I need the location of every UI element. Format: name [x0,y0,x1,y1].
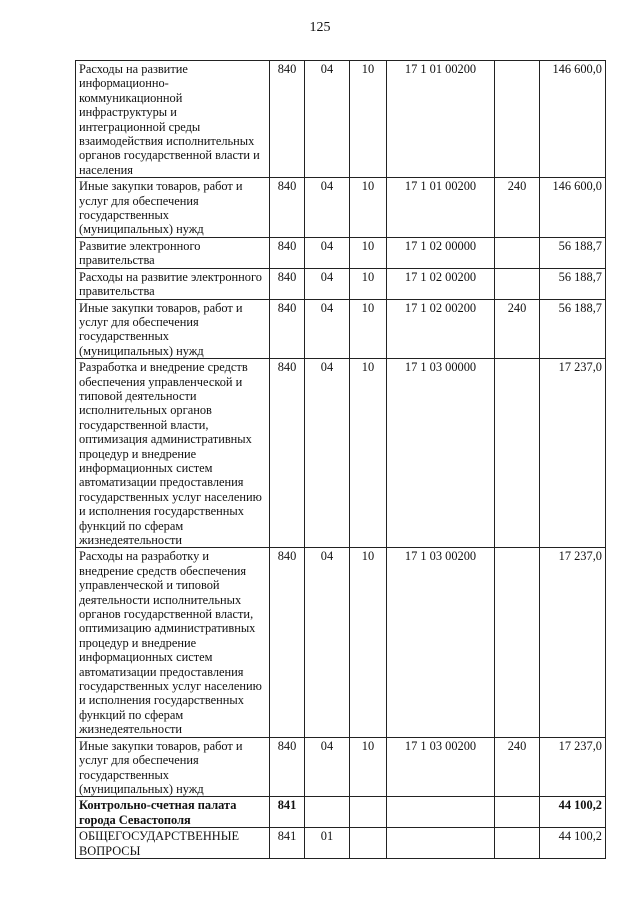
amount-cell: 56 188,7 [540,268,606,299]
subsection-code-cell: 10 [350,299,387,359]
budget-table-body [76,61,606,859]
section-code-cell: 04 [305,61,350,178]
ministry-code-cell: 840 [270,737,305,797]
item-name-cell: Расходы на развитие электронного правительства [76,268,270,299]
amount-cell: 17 237,0 [540,548,606,737]
item-name-cell: Иные закупки товаров, работ и услуг для обеспечения государственных (муниципальных) нужд [76,178,270,238]
amount-cell: 56 188,7 [540,299,606,359]
subsection-code-cell: 10 [350,737,387,797]
target-item-code-cell: 17 1 02 00200 [387,299,495,359]
table-row [76,61,606,178]
subsection-code-cell: 10 [350,61,387,178]
section-code-cell [305,797,350,828]
ministry-code-cell: 840 [270,61,305,178]
ministry-code-cell: 841 [270,828,305,859]
expense-type-code-cell [495,268,540,299]
subsection-code-cell: 10 [350,178,387,238]
item-name-cell: Контрольно-счетная палата города Севастополя [76,797,270,828]
target-item-code-cell: 17 1 03 00200 [387,548,495,737]
expense-type-code-cell [495,548,540,737]
subsection-code-cell: 10 [350,237,387,268]
item-name-cell: Разработка и внедрение средств обеспечения управленческой и типовой деятельности исполнительных органов государственной власти, оптимизация административных процедур и внедрение информационных систем автоматизации предоставления государственных услуг населению и исполнения государственных функций по сферам жизнедеятельности [76,359,270,548]
section-code-cell: 04 [305,737,350,797]
section-code-cell: 04 [305,299,350,359]
section-code-cell: 04 [305,178,350,238]
subsection-code-cell: 10 [350,548,387,737]
ministry-code-cell: 840 [270,237,305,268]
table-row [76,548,606,737]
expense-type-code-cell [495,237,540,268]
expense-type-code-cell [495,828,540,859]
item-name-cell: Расходы на развитие информационно-коммуникационной инфраструктуры и интеграционной среды взаимодействия исполнительных органов государственной власти и населения [76,61,270,178]
section-code-cell: 04 [305,359,350,548]
ministry-code-cell: 840 [270,548,305,737]
target-item-code-cell: 17 1 01 00200 [387,178,495,238]
item-name-cell: Иные закупки товаров, работ и услуг для обеспечения государственных (муниципальных) нужд [76,299,270,359]
amount-cell: 17 237,0 [540,359,606,548]
target-item-code-cell: 17 1 02 00000 [387,237,495,268]
subsection-code-cell: 10 [350,268,387,299]
table-row [76,828,606,859]
table-row [76,737,606,797]
amount-cell: 56 188,7 [540,237,606,268]
section-code-cell: 04 [305,268,350,299]
target-item-code-cell: 17 1 01 00200 [387,61,495,178]
target-item-code-cell [387,797,495,828]
target-item-code-cell [387,828,495,859]
item-name-cell: Расходы на разработку и внедрение средств обеспечения управленческой и типовой деятельности исполнительных органов государственной власти, оптимизацию административных процедур и внедрение информационных систем автоматизации предоставления государственных услуг населению и исполнения государственных функций по сферам жизнедеятельности [76,548,270,737]
amount-cell: 44 100,2 [540,797,606,828]
amount-cell: 146 600,0 [540,178,606,238]
page-number: 125 [309,20,331,35]
ministry-code-cell: 840 [270,299,305,359]
ministry-code-cell: 840 [270,268,305,299]
amount-cell: 146 600,0 [540,61,606,178]
subsection-code-cell [350,828,387,859]
table-row [76,178,606,238]
expense-type-code-cell [495,359,540,548]
section-code-cell: 01 [305,828,350,859]
amount-cell: 17 237,0 [540,737,606,797]
amount-cell: 44 100,2 [540,828,606,859]
table-row [76,359,606,548]
table-row [76,797,606,828]
item-name-cell: ОБЩЕГОСУДАРСТВЕННЫЕ ВОПРОСЫ [76,828,270,859]
expense-type-code-cell: 240 [495,737,540,797]
target-item-code-cell: 17 1 02 00200 [387,268,495,299]
ministry-code-cell: 840 [270,178,305,238]
expense-type-code-cell [495,61,540,178]
ministry-code-cell: 841 [270,797,305,828]
item-name-cell: Иные закупки товаров, работ и услуг для обеспечения государственных (муниципальных) нужд [76,737,270,797]
table-row [76,237,606,268]
target-item-code-cell: 17 1 03 00000 [387,359,495,548]
section-code-cell: 04 [305,548,350,737]
ministry-code-cell: 840 [270,359,305,548]
expense-type-code-cell: 240 [495,178,540,238]
subsection-code-cell [350,797,387,828]
expense-type-code-cell: 240 [495,299,540,359]
target-item-code-cell: 17 1 03 00200 [387,737,495,797]
item-name-cell: Развитие электронного правительства [76,237,270,268]
section-code-cell: 04 [305,237,350,268]
budget-table [75,60,606,859]
table-row [76,299,606,359]
table-row [76,268,606,299]
expense-type-code-cell [495,797,540,828]
subsection-code-cell: 10 [350,359,387,548]
